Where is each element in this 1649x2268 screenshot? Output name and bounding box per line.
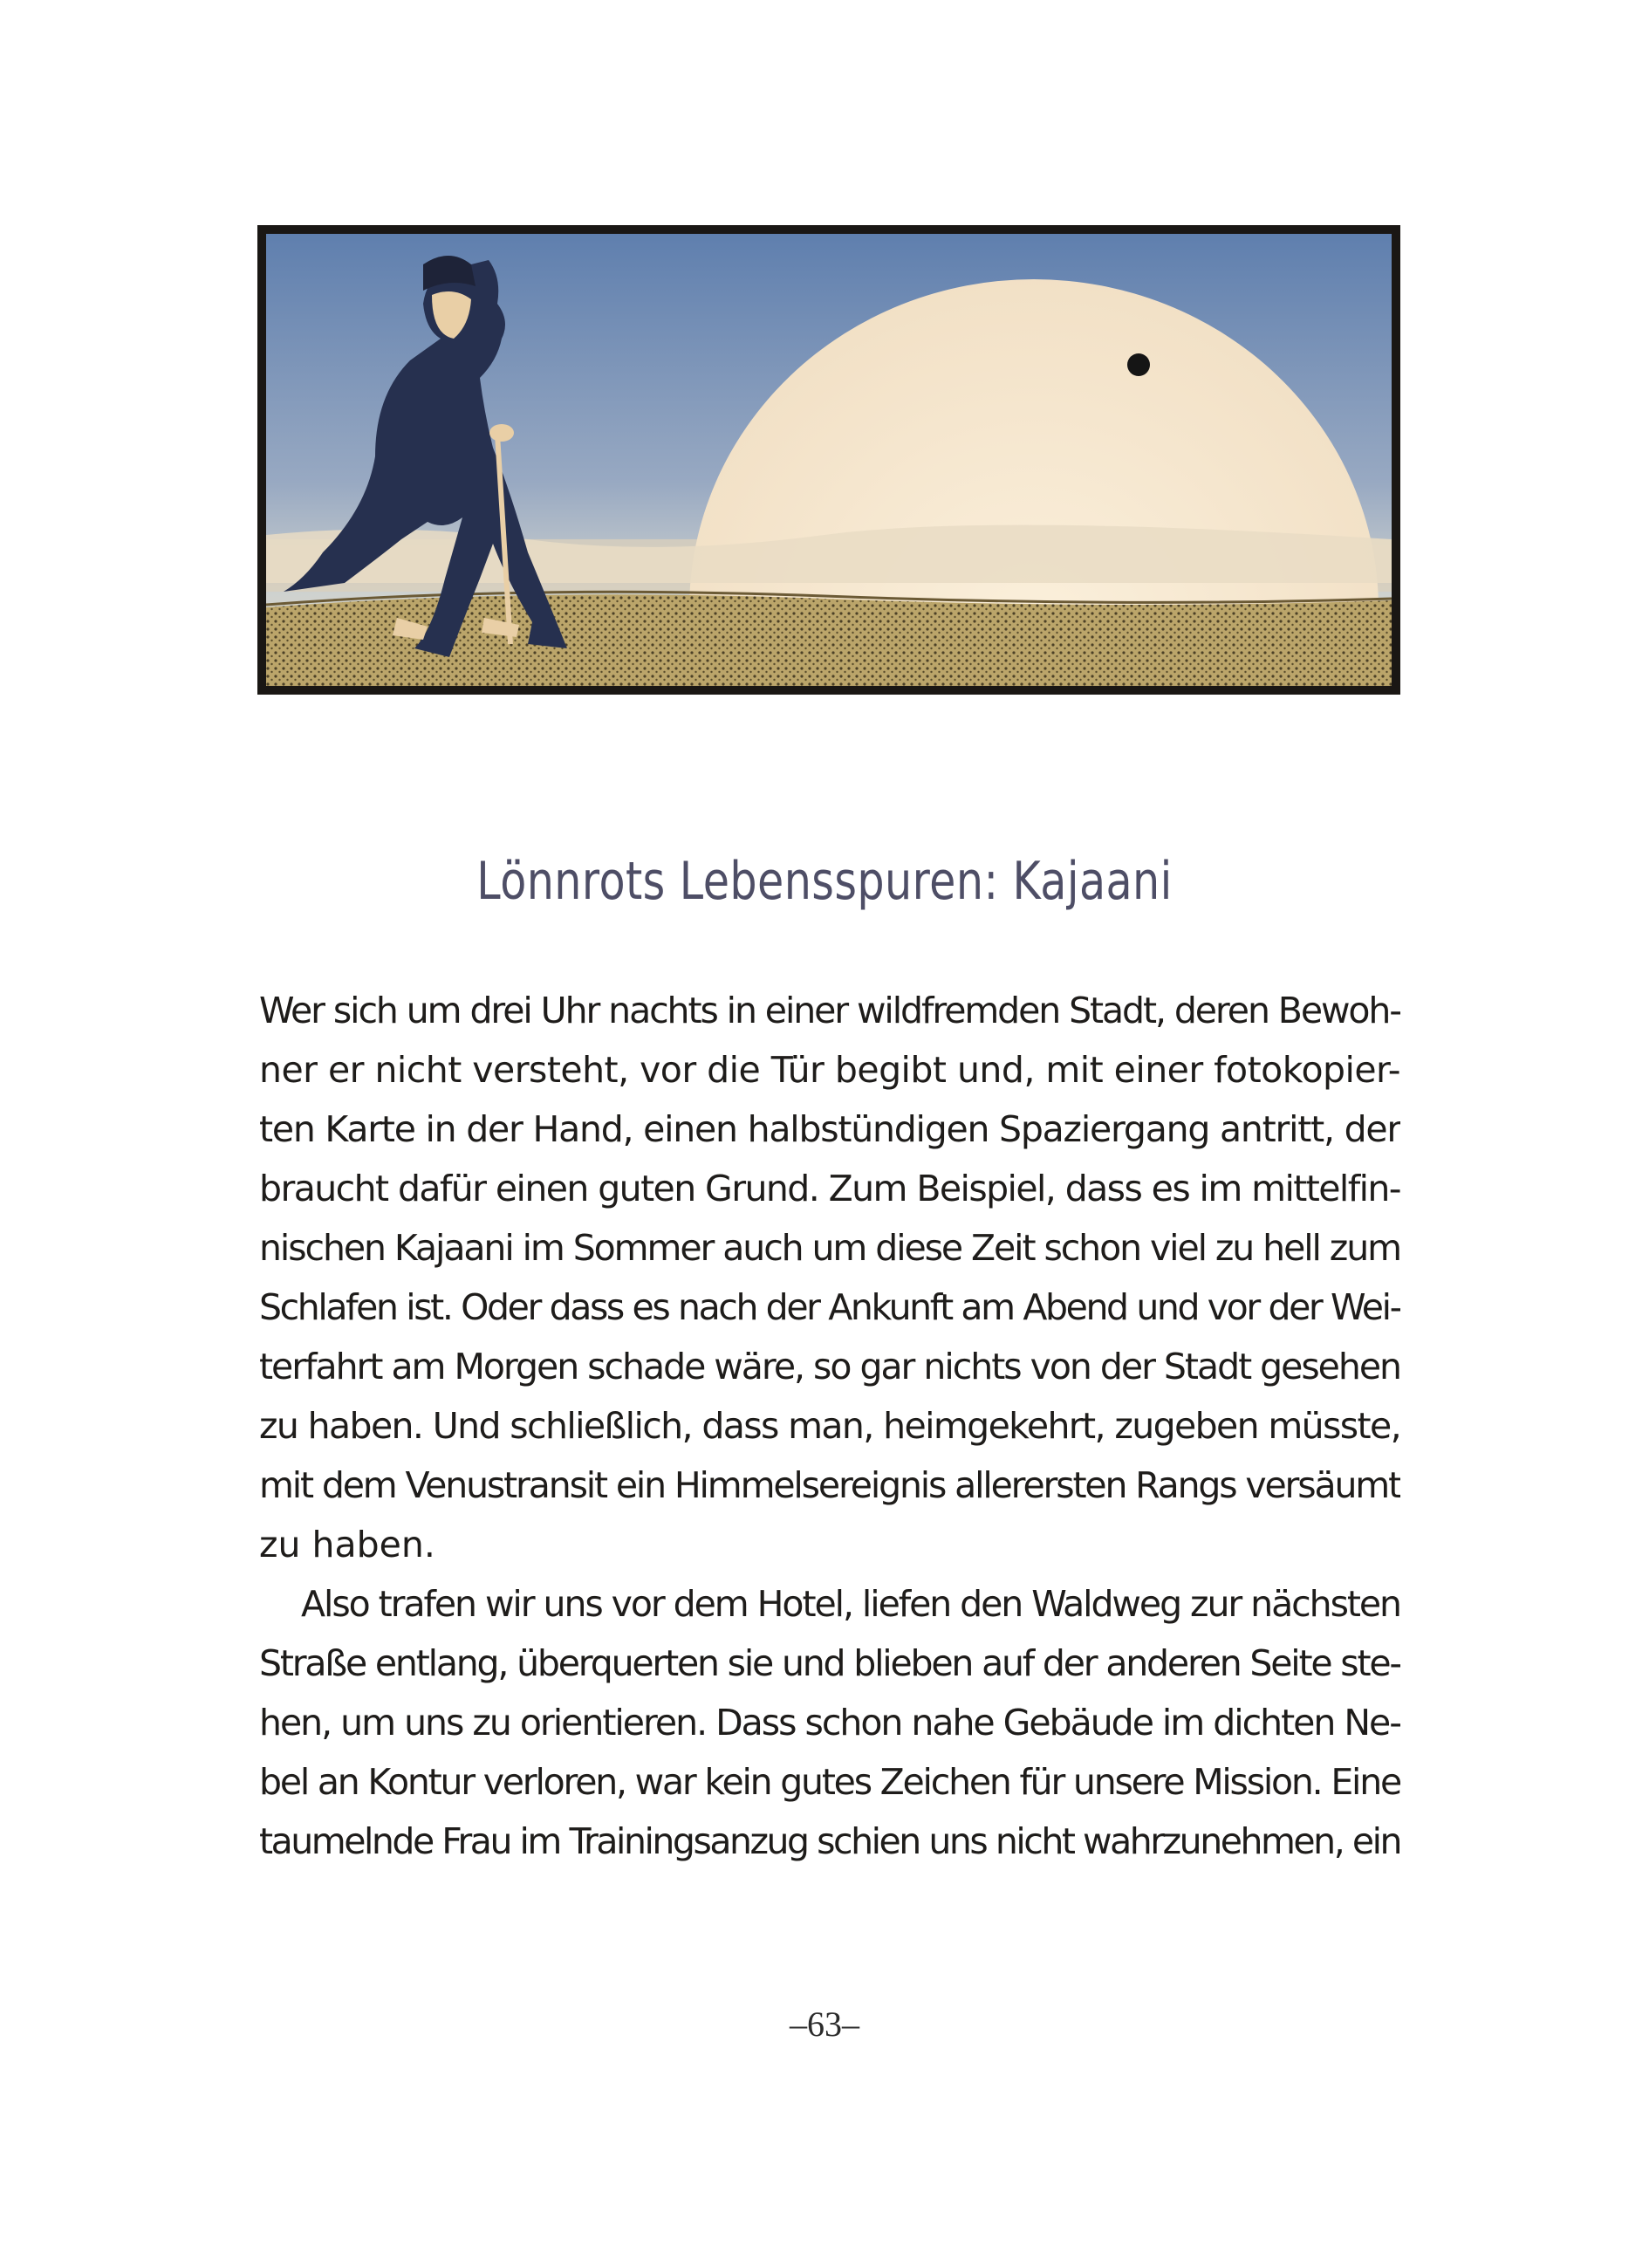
text-line: Also trafen wir uns vor dem Hotel, liefen den Waldweg zur nächsten — [301, 1583, 1400, 1625]
text-line: zu haben. — [259, 1524, 435, 1566]
text-line: Schlafen ist. Oder dass es nach der Ankunft am Abend und vor der Wei- — [259, 1286, 1400, 1328]
paragraph — [259, 1574, 1400, 1871]
text-line: nischen Kajaani im Sommer auch um diese Zeit schon viel zu hell zum — [259, 1227, 1400, 1269]
text-line: zu haben. Und schließlich, dass man, heimgekehrt, zugeben müsste, — [259, 1405, 1400, 1447]
paragraph — [259, 981, 1400, 1574]
text-line: hen, um uns zu orientieren. Dass schon nahe Gebäude im dichten Ne- — [259, 1702, 1400, 1744]
text-line: Wer sich um drei Uhr nachts in einer wildfremden Stadt, deren Bewoh- — [259, 990, 1400, 1031]
text-line: ten Karte in der Hand, einen halbstündigen Spaziergang antritt, der — [259, 1108, 1400, 1150]
chapter-illustration — [257, 225, 1400, 695]
page-number: –63– — [790, 2004, 859, 2044]
text-line: ner er nicht versteht, vor die Tür begibt und, mit einer fotokopier- — [259, 1049, 1400, 1091]
chapter-title: Lönnrots Lebensspuren: Kajaani — [476, 851, 1173, 912]
body-text — [259, 981, 1400, 1871]
text-line: braucht dafür einen guten Grund. Zum Beispiel, dass es im mittelfin- — [259, 1168, 1400, 1209]
woodcut-walker-sun-icon — [266, 234, 1392, 686]
text-line: Straße entlang, überquerten sie und blieben auf der anderen Seite ste- — [259, 1642, 1400, 1684]
text-line: bel an Kontur verloren, war kein gutes Zeichen für unsere Mission. Eine — [259, 1761, 1400, 1803]
text-line: mit dem Venustransit ein Himmelsereignis allerersten Rangs versäumt — [259, 1464, 1400, 1506]
text-line: terfahrt am Morgen schade wäre, so gar nichts von der Stadt gesehen — [259, 1346, 1400, 1388]
text-line: taumelnde Frau im Trainingsanzug schien uns nicht wahrzunehmen, ein — [259, 1820, 1400, 1862]
